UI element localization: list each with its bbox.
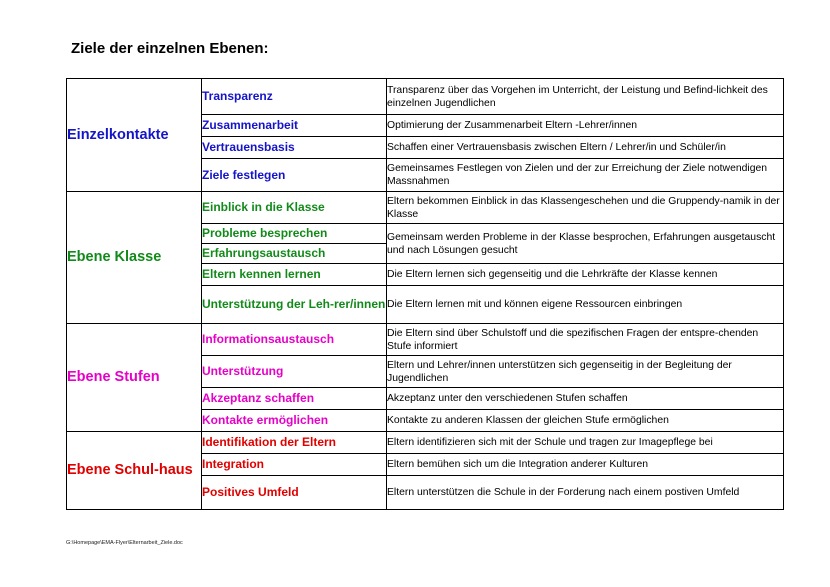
goal-description: Optimierung der Zusammenarbeit Eltern -Lehrer/innen — [387, 115, 784, 137]
goal-description: Die Eltern lernen mit und können eigene Ressourcen einbringen — [387, 286, 784, 324]
goal-vertrauensbasis: Vertrauensbasis — [202, 137, 387, 159]
goals-table — [66, 78, 784, 510]
goal-description: Eltern bemühen sich um die Integration anderer Kulturen — [387, 454, 784, 476]
table-row — [67, 192, 784, 224]
goal-informationsaustausch: Informationsaustausch — [202, 324, 387, 356]
goal-probleme-besprechen: Probleme besprechen — [202, 224, 387, 244]
goal-description: Kontakte zu anderen Klassen der gleichen Stufe ermöglichen — [387, 410, 784, 432]
goal-description: Schaffen einer Vertrauensbasis zwischen Eltern / Lehrer/in und Schüler/in — [387, 137, 784, 159]
goal-unterstuetzung-lehrer: Unterstützung der Leh-rer/innen — [202, 286, 387, 324]
table-row — [67, 79, 784, 115]
level-ebene-stufen: Ebene Stufen — [67, 324, 202, 432]
goal-transparenz: Transparenz — [202, 79, 387, 115]
goal-identifikation: Identifikation der Eltern — [202, 432, 387, 454]
level-ebene-klasse: Ebene Klasse — [67, 192, 202, 324]
goal-description: Gemeinsam werden Probleme in der Klasse besprochen, Erfahrungen ausgetauscht und nach Lösungen gesucht — [387, 224, 784, 264]
goal-positives-umfeld: Positives Umfeld — [202, 476, 387, 510]
goal-erfahrungsaustausch: Erfahrungsaustausch — [202, 244, 387, 264]
file-path-footer: G:\Homepage\EMA-Flyer\Elternarbeit_Ziele.doc — [66, 540, 183, 546]
goal-description: Eltern identifizieren sich mit der Schule und tragen zur Imagepflege bei — [387, 432, 784, 454]
table-row — [67, 432, 784, 454]
table-row — [67, 324, 784, 356]
goal-description: Die Eltern lernen sich gegenseitig und die Lehrkräfte der Klasse kennen — [387, 264, 784, 286]
goal-description: Transparenz über das Vorgehen im Unterricht, der Leistung und Befind-lichkeit des einzelnen Jugendlichen — [387, 79, 784, 115]
goal-description: Gemeinsames Festlegen von Zielen und der zur Erreichung der Ziele notwendigen Massnahmen — [387, 159, 784, 192]
level-einzelkontakte: Einzelkontakte — [67, 79, 202, 192]
page-title: Ziele der einzelnen Ebenen: — [71, 40, 269, 57]
goal-integration: Integration — [202, 454, 387, 476]
goal-ziele-festlegen: Ziele festlegen — [202, 159, 387, 192]
goal-description: Die Eltern sind über Schulstoff und die spezifischen Fragen der entspre-chenden Stufe informiert — [387, 324, 784, 356]
goal-einblick: Einblick in die Klasse — [202, 192, 387, 224]
goal-description: Eltern unterstützen die Schule in der Forderung nach einem postiven Umfeld — [387, 476, 784, 510]
goal-eltern-kennen-lernen: Eltern kennen lernen — [202, 264, 387, 286]
goal-akzeptanz-schaffen: Akzeptanz schaffen — [202, 388, 387, 410]
goal-zusammenarbeit: Zusammenarbeit — [202, 115, 387, 137]
level-ebene-schulhaus: Ebene Schul-haus — [67, 432, 202, 510]
goal-description: Akzeptanz unter den verschiedenen Stufen schaffen — [387, 388, 784, 410]
goal-description: Eltern und Lehrer/innen unterstützen sich gegenseitig in der Begleitung der Jugendlichen — [387, 356, 784, 388]
goal-description: Eltern bekommen Einblick in das Klassengeschehen und die Gruppendy-namik in der Klasse — [387, 192, 784, 224]
goal-kontakte-ermoeglichen: Kontakte ermöglichen — [202, 410, 387, 432]
goal-unterstuetzung: Unterstützung — [202, 356, 387, 388]
